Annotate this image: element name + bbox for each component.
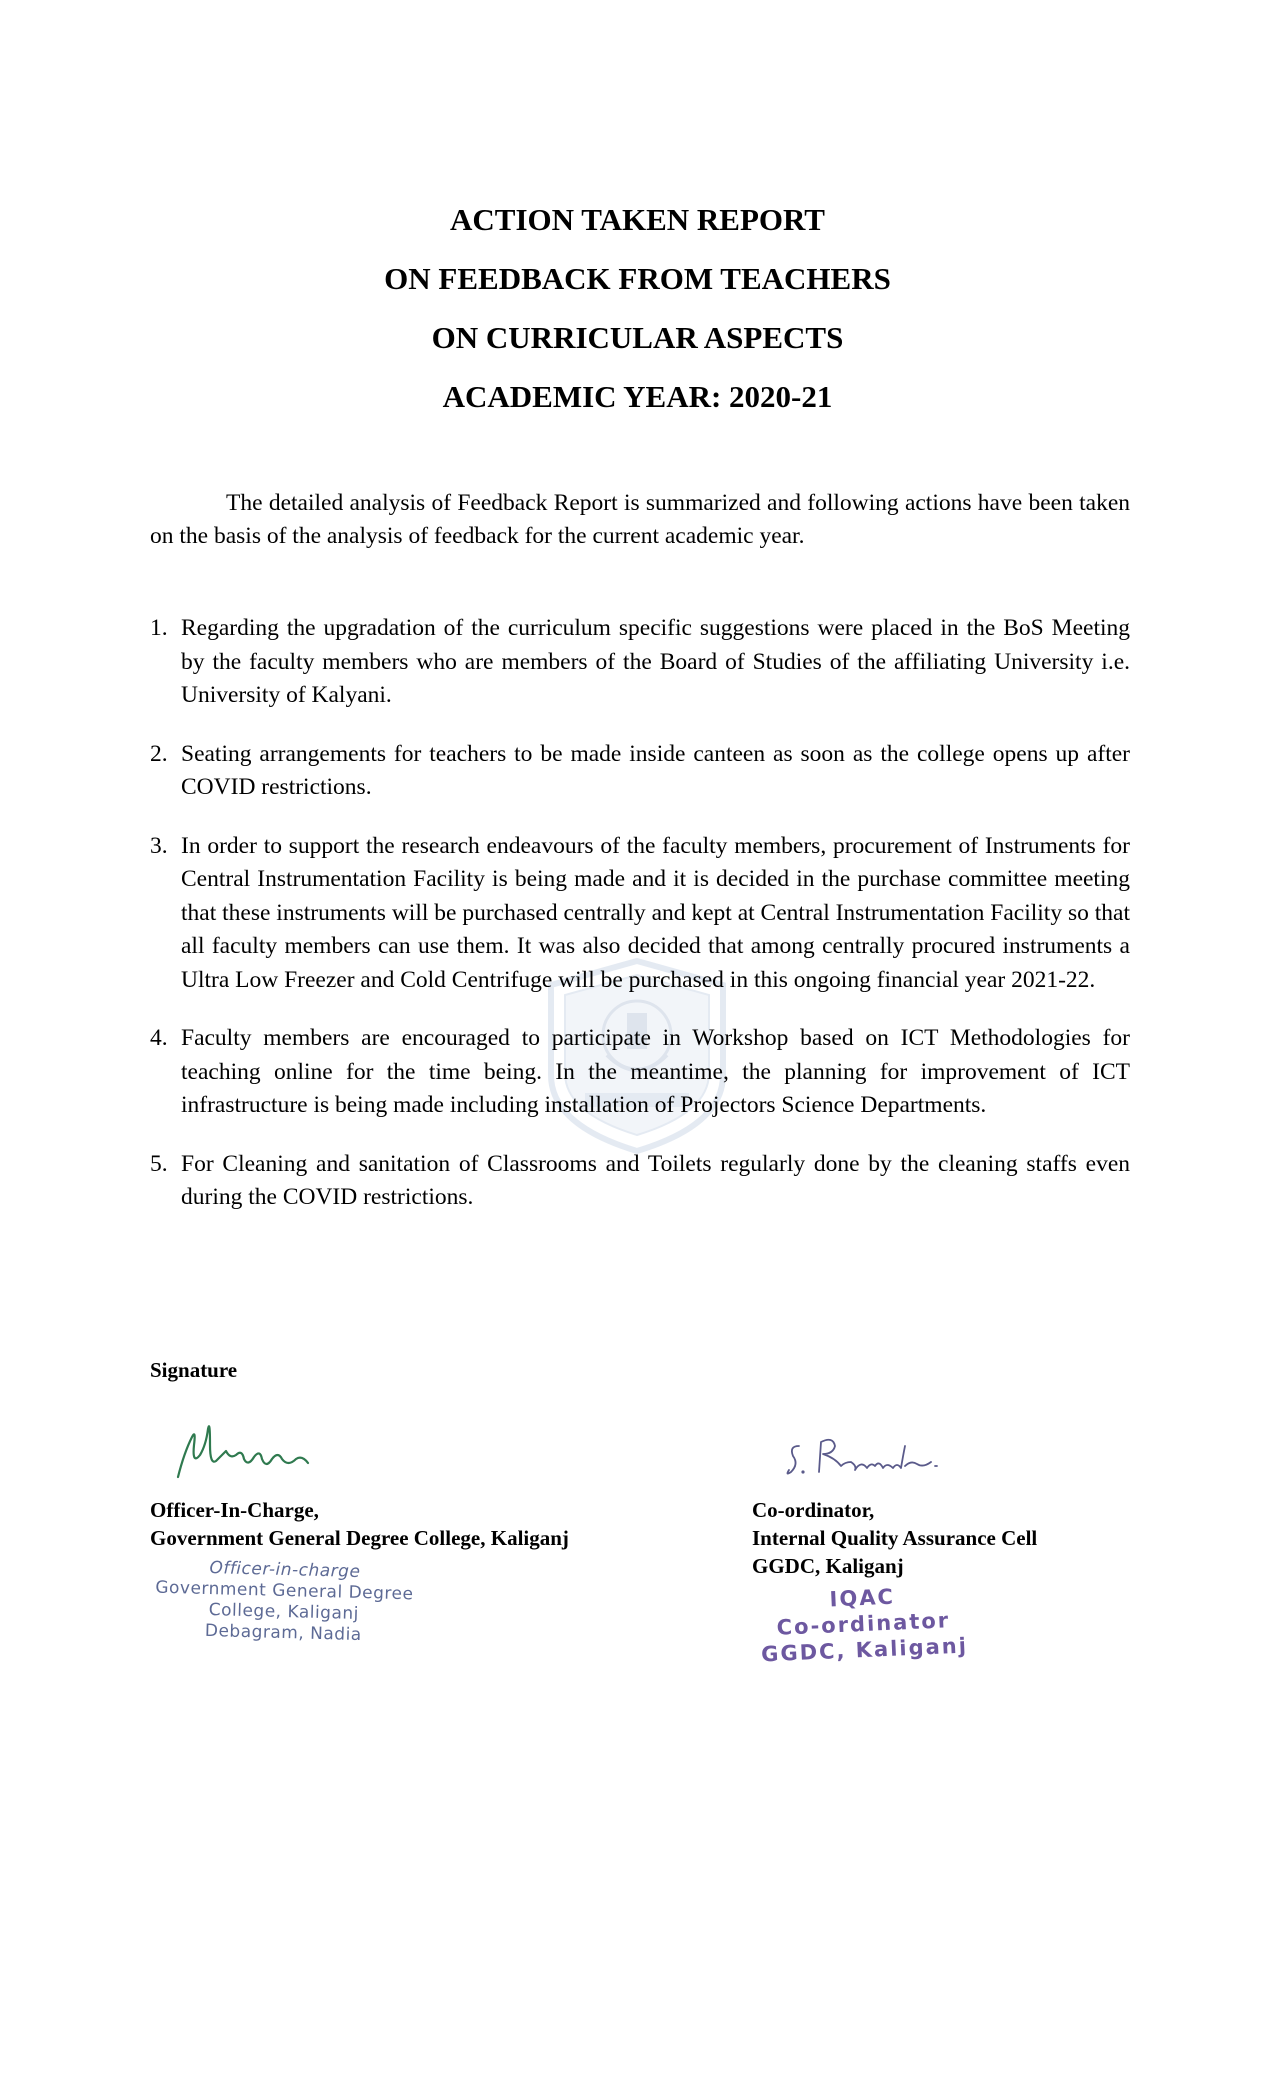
action-number: 1. (150, 615, 168, 641)
action-item-4 (150, 1022, 1130, 1123)
iqac-stamp (758, 1581, 968, 1668)
action-number: 3. (150, 832, 168, 859)
stamp-line: Debagram, Nadia (204, 1620, 362, 1646)
officer-stamp (154, 1557, 414, 1648)
action-item-5 (150, 1148, 1130, 1215)
stamp-line: Co-ordinator (776, 1608, 951, 1640)
officer-designation: Officer-In-Charge, (150, 1498, 319, 1522)
signature-heading: Signature (150, 1358, 238, 1382)
title-line-1: ACTION TAKEN REPORT (450, 202, 825, 237)
officer-signatory (150, 1496, 569, 1552)
stamp-line: GGDC, Kaliganj (760, 1633, 969, 1667)
action-list (150, 612, 1130, 1240)
stamp-line: College, Kaliganj (208, 1600, 360, 1624)
action-number: 2. (150, 740, 168, 767)
intro-paragraph: The detailed analysis of Feedback Report is summarized and following actions have been taken on the basis of the analysis of feedback for the current academic year. (150, 490, 1130, 549)
coordinator-designation: Co-ordinator, (752, 1498, 875, 1522)
stamp-line: Government General Degree (155, 1577, 414, 1605)
title-line-2: ON FEEDBACK FROM TEACHERS (384, 261, 891, 296)
title-line-3: ON CURRICULAR ASPECTS (431, 320, 844, 355)
stamp-line: IQAC (829, 1584, 896, 1612)
coordinator-institution: GGDC, Kaliganj (752, 1554, 904, 1578)
action-text: Regarding the upgradation of the curriculum specific suggestions were placed in the BoS Meeting by the faculty members who are members of the Board of Studies of the affiliating University i.e. University of Kalyani. (181, 615, 1130, 708)
officer-signature (170, 1415, 320, 1485)
coordinator-signature (785, 1432, 960, 1482)
action-item-2 (150, 738, 1130, 805)
action-text: Seating arrangements for teachers to be made inside canteen as soon as the college opens up after COVID restrictions. (181, 740, 1130, 800)
action-text: Faculty members are encouraged to participate in Workshop based on ICT Methodologies for teaching online for the time being. In the meantime, the planning for improvement of ICT infrastructure is being made including installation of Projectors Science Departments. (181, 1025, 1130, 1118)
coordinator-cell: Internal Quality Assurance Cell (752, 1526, 1038, 1550)
action-number: 4. (150, 1025, 168, 1051)
coordinator-signatory (752, 1496, 1037, 1580)
action-item-3 (150, 830, 1130, 998)
action-number: 5. (150, 1150, 168, 1177)
officer-institution: Government General Degree College, Kaliganj (150, 1526, 569, 1550)
report-title (0, 190, 1275, 426)
title-line-4: ACADEMIC YEAR: 2020-21 (442, 379, 833, 414)
action-text: In order to support the research endeavours of the faculty members, procurement of Instruments for Central Instrumentation Facility is being made and it is decided in the purchase committee meeting that these instruments will be purchased centrally and kept at Central Instrumentation Facility so that all faculty members can use them. It was also decided that among centrally procured instruments a Ultra Low Freezer and Cold Centrifuge will be purchased in this ongoing financial year 2021-22. (181, 832, 1130, 993)
action-text: For Cleaning and sanitation of Classrooms and Toilets regularly done by the cleaning staffs even during the COVID restrictions. (181, 1150, 1130, 1210)
action-item-1 (150, 612, 1130, 713)
stamp-line: Officer-in-charge (209, 1558, 361, 1582)
